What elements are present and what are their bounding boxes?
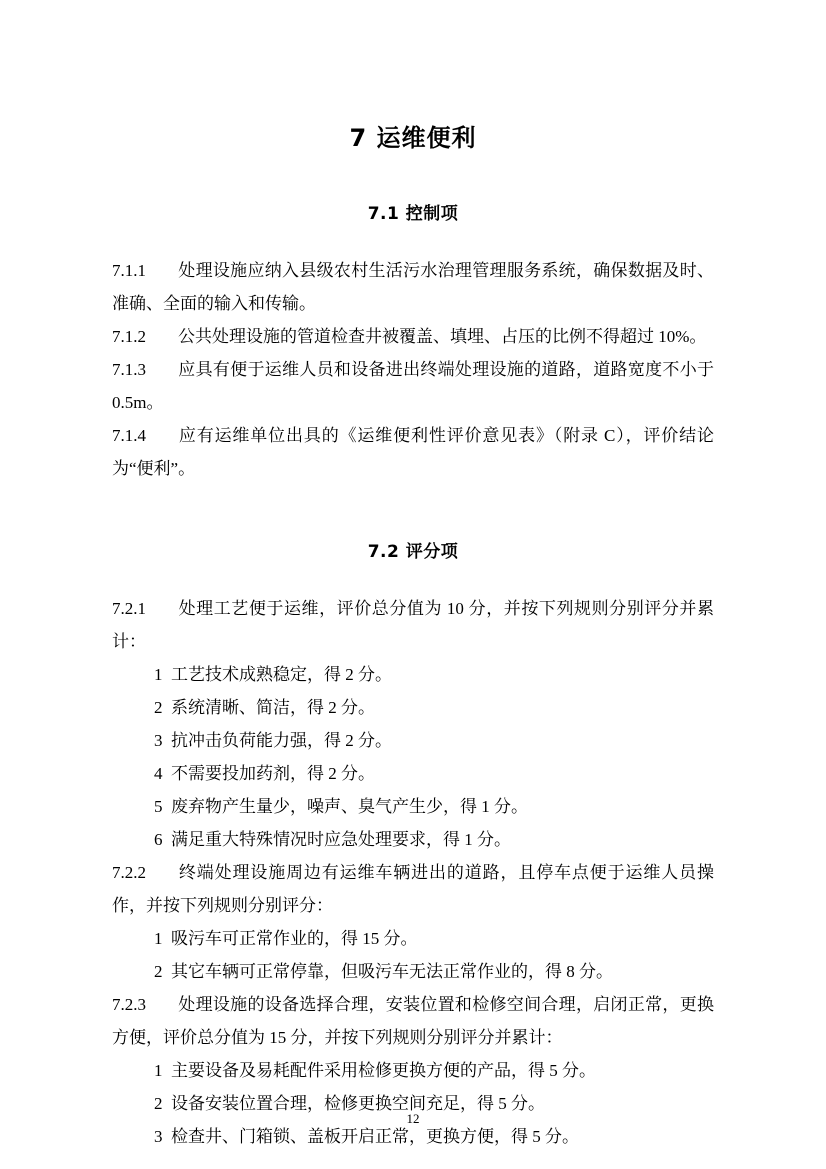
item-text: 不需要投加药剂，得 2 分。 (171, 764, 375, 783)
clause-text: 处理工艺便于运维，评价总分值为 10 分，并按下列规则分别评分并累计： (112, 599, 714, 651)
clause-text: 公共处理设施的管道检查井被覆盖、填埋、占压的比例不得超过 10%。 (178, 327, 707, 346)
clause-7-2-1 (112, 592, 714, 658)
page-title: 7 运维便利 (349, 124, 477, 152)
clause-number: 7.2.1 (112, 599, 146, 618)
page-number: 12 (406, 1111, 420, 1126)
list-item (112, 955, 714, 988)
clause-text: 应具有便于运维人员和设备进出终端处理设施的道路，道路宽度不小于 0.5m。 (112, 360, 714, 412)
item-text: 抗冲击负荷能力强，得 2 分。 (171, 731, 392, 750)
spacer (112, 153, 714, 199)
clause-text: 终端处理设施周边有运维车辆进出的道路，且停车点便于运维人员操作，并按下列规则分别评分： (112, 863, 714, 915)
list-item (112, 658, 714, 691)
clause-text: 处理设施应纳入县级农村生活污水治理管理服务系统，确保数据及时、准确、全面的输入和传输。 (112, 261, 714, 313)
clause-7-1-2 (112, 320, 714, 353)
section-heading-7-2: 7.2 评分项 (367, 542, 459, 562)
item-index: 2 (154, 1094, 163, 1113)
clause-7-1-1 (112, 254, 714, 320)
item-index: 3 (154, 731, 163, 750)
item-index: 3 (154, 1127, 163, 1146)
list-item (112, 922, 714, 955)
list-item (112, 724, 714, 757)
clause-number: 7.1.4 (112, 426, 146, 445)
item-text: 吸污车可正常作业的，得 15 分。 (171, 929, 418, 948)
item-text: 工艺技术成熟稳定，得 2 分。 (171, 665, 392, 684)
item-text: 检查井、门箱锁、盖板开启正常，更换方便，得 5 分。 (171, 1127, 579, 1146)
clause-7-1-4 (112, 419, 714, 485)
clause-text: 处理设施的设备选择合理，安装位置和检修空间合理，启闭正常，更换方便，评价总分值为 15 分，并按下列规则分别评分并累计： (112, 995, 714, 1047)
item-index: 1 (154, 665, 163, 684)
item-index: 5 (154, 797, 163, 816)
item-text: 其它车辆可正常停靠，但吸污车无法正常作业的，得 8 分。 (171, 962, 613, 981)
item-index: 6 (154, 830, 163, 849)
spacer (112, 224, 714, 254)
item-index: 2 (154, 698, 163, 717)
item-text: 主要设备及易耗配件采用检修更换方便的产品，得 5 分。 (171, 1061, 596, 1080)
spacer (112, 485, 714, 537)
item-index: 2 (154, 962, 163, 981)
clause-number: 7.1.2 (112, 327, 146, 346)
item-index: 4 (154, 764, 163, 783)
list-item (112, 691, 714, 724)
clause-text: 应有运维单位出具的《运维便利性评价意见表》（附录 C），评价结论为“便利”。 (112, 426, 714, 478)
list-item (112, 823, 714, 856)
item-text: 满足重大特殊情况时应急处理要求，得 1 分。 (171, 830, 511, 849)
item-text: 设备安装位置合理，检修更换空间充足，得 5 分。 (171, 1094, 545, 1113)
clause-number: 7.1.3 (112, 360, 146, 379)
clause-number: 7.2.2 (112, 863, 146, 882)
list-item (112, 790, 714, 823)
item-index: 1 (154, 1061, 163, 1080)
clause-number: 7.2.3 (112, 995, 146, 1014)
item-text: 系统清晰、简洁，得 2 分。 (171, 698, 375, 717)
spacer (112, 562, 714, 592)
clause-number: 7.1.1 (112, 261, 146, 280)
list-item (112, 757, 714, 790)
item-index: 1 (154, 929, 163, 948)
clause-7-2-2 (112, 856, 714, 922)
item-text: 废弃物产生量少，噪声、臭气产生少，得 1 分。 (171, 797, 528, 816)
clause-7-2-3 (112, 988, 714, 1054)
clause-7-1-3 (112, 353, 714, 419)
list-item (112, 1054, 714, 1087)
section-heading-7-1: 7.1 控制项 (367, 204, 459, 224)
